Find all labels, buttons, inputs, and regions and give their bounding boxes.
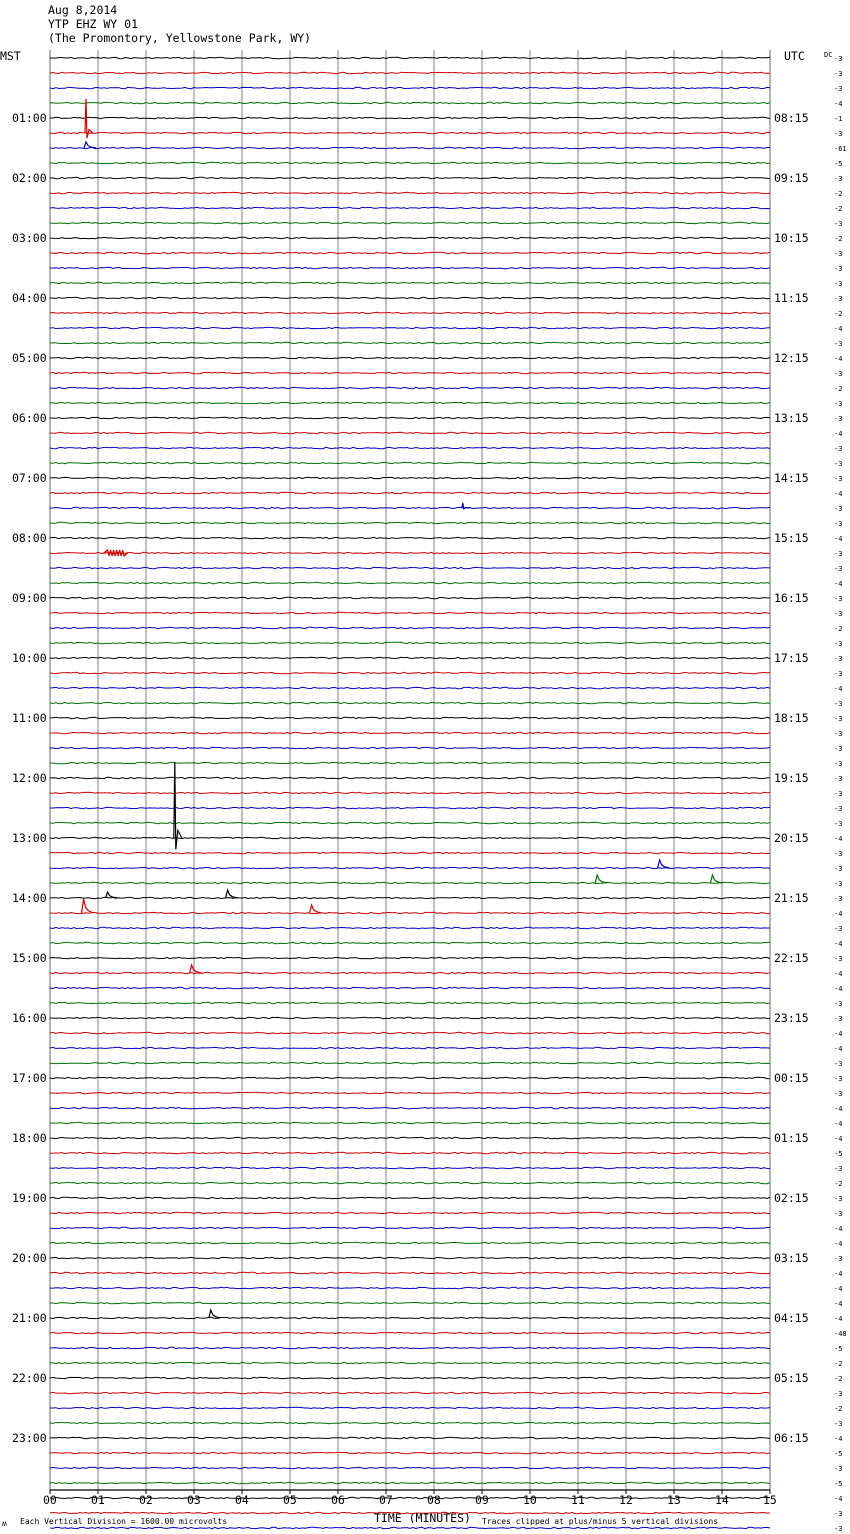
utc-hour-label: 00:15 bbox=[774, 1071, 809, 1085]
trace-row bbox=[50, 1032, 770, 1033]
trace-row bbox=[50, 117, 770, 118]
dc-offset-label: -4 bbox=[834, 490, 843, 498]
trace-row bbox=[50, 312, 770, 313]
trace-row bbox=[50, 1182, 770, 1183]
utc-hour-label: 03:15 bbox=[774, 1251, 809, 1265]
trace-row bbox=[50, 402, 770, 403]
x-tick-label: 14 bbox=[715, 1493, 729, 1507]
dc-offset-label: -3 bbox=[834, 1390, 843, 1398]
trace-row bbox=[50, 942, 770, 943]
mst-hour-label: 17:00 bbox=[12, 1071, 47, 1085]
station-location: (The Promontory, Yellowstone Park, WY) bbox=[48, 31, 312, 45]
dc-offset-label: -3 bbox=[834, 775, 843, 783]
trace-row bbox=[50, 357, 770, 358]
mst-hour-label: 06:00 bbox=[12, 411, 47, 425]
trace-row bbox=[50, 1497, 770, 1498]
dc-offset-label: -5 bbox=[834, 1480, 843, 1488]
dc-offset-label: -4 bbox=[834, 1435, 843, 1443]
dc-offset-label: -3 bbox=[834, 850, 843, 858]
x-tick-label: 13 bbox=[667, 1493, 681, 1507]
trace-row bbox=[50, 1017, 770, 1018]
trace-row bbox=[50, 1107, 770, 1108]
dc-offset-label: -5 bbox=[834, 1345, 843, 1353]
trace-row bbox=[50, 657, 770, 658]
corner-mark: ʍ bbox=[2, 1519, 7, 1528]
trace-row bbox=[50, 432, 770, 433]
trace-row bbox=[50, 1452, 770, 1453]
dc-offset-label: -4 bbox=[834, 1495, 843, 1503]
trace-row bbox=[50, 1272, 770, 1273]
dc-offset-label: -3 bbox=[834, 1210, 843, 1218]
utc-hour-label: 06:15 bbox=[774, 1431, 809, 1445]
event-signal bbox=[84, 142, 96, 148]
event-signal bbox=[226, 890, 238, 898]
dc-offset-label: -4 bbox=[834, 1285, 843, 1293]
trace-row bbox=[50, 522, 770, 523]
dc-offset-label: -5 bbox=[834, 1150, 843, 1158]
scale-note: Each Vertical Division = 1600.00 microvolts bbox=[20, 1517, 228, 1526]
dc-offset-label: -3 bbox=[834, 610, 843, 618]
station-code: YTP EHZ WY 01 bbox=[48, 17, 139, 31]
trace-row bbox=[50, 252, 770, 253]
utc-hour-label: 10:15 bbox=[774, 231, 809, 245]
trace-row bbox=[50, 147, 770, 148]
mst-hour-label: 04:00 bbox=[12, 291, 47, 305]
dc-offset-label: -4 bbox=[834, 535, 843, 543]
dc-offset-label: -2 bbox=[834, 235, 843, 243]
trace-row bbox=[50, 57, 770, 58]
trace-row bbox=[50, 612, 770, 613]
dc-offset-label: -3 bbox=[834, 370, 843, 378]
dc-offset-label: -3 bbox=[834, 925, 843, 933]
trace-row bbox=[50, 717, 770, 718]
trace-row bbox=[50, 1347, 770, 1348]
event-signal bbox=[310, 905, 322, 913]
dc-offset-label: -3 bbox=[834, 460, 843, 468]
x-tick-label: 06 bbox=[331, 1493, 345, 1507]
dc-offset-label: -3 bbox=[834, 730, 843, 738]
mst-hour-label: 08:00 bbox=[12, 531, 47, 545]
utc-hour-label: 09:15 bbox=[774, 171, 809, 185]
trace-row bbox=[50, 237, 770, 238]
trace-row bbox=[50, 582, 770, 583]
dc-offset-label: -3 bbox=[834, 220, 843, 228]
utc-hour-label: 13:15 bbox=[774, 411, 809, 425]
utc-hour-label: 15:15 bbox=[774, 531, 809, 545]
event-signal bbox=[174, 762, 182, 849]
trace-row bbox=[50, 297, 770, 298]
dc-offset-label: -3 bbox=[834, 655, 843, 663]
dc-offset-label: -3 bbox=[834, 1525, 843, 1533]
mst-hour-label: 23:00 bbox=[12, 1431, 47, 1445]
utc-hour-label: 01:15 bbox=[774, 1131, 809, 1145]
trace-row bbox=[50, 1482, 770, 1483]
trace-row bbox=[50, 567, 770, 568]
trace-row bbox=[50, 882, 770, 883]
trace-row bbox=[50, 177, 770, 178]
trace-row bbox=[50, 462, 770, 463]
trace-row bbox=[50, 372, 770, 373]
trace-row bbox=[50, 897, 770, 898]
trace-row bbox=[50, 837, 770, 838]
dc-offset-label: -3 bbox=[834, 1165, 843, 1173]
event-signal bbox=[106, 892, 118, 898]
utc-hour-label: 02:15 bbox=[774, 1191, 809, 1205]
trace-row bbox=[50, 1257, 770, 1258]
trace-row bbox=[50, 672, 770, 673]
dc-offset-label: -3 bbox=[834, 760, 843, 768]
x-tick-label: 12 bbox=[619, 1493, 633, 1507]
grid bbox=[50, 50, 770, 1490]
trace-row bbox=[50, 927, 770, 928]
dc-offset-label: -3 bbox=[834, 85, 843, 93]
utc-hour-label: 17:15 bbox=[774, 651, 809, 665]
dc-offset-label: -4 bbox=[834, 1300, 843, 1308]
dc-offset-label: -2 bbox=[834, 1180, 843, 1188]
dc-offset-label: -4 bbox=[834, 1225, 843, 1233]
event-signal bbox=[595, 875, 607, 883]
trace-row bbox=[50, 192, 770, 193]
dc-offset-label: -3 bbox=[834, 1015, 843, 1023]
trace-row bbox=[50, 747, 770, 748]
dc-header-label: DC bbox=[824, 51, 833, 59]
right-timezone-label: UTC bbox=[784, 49, 805, 63]
dc-offset-label: -4 bbox=[834, 985, 843, 993]
x-tick-label: 05 bbox=[283, 1493, 297, 1507]
dc-offset-label: -4 bbox=[834, 580, 843, 588]
mst-hour-label: 11:00 bbox=[12, 711, 47, 725]
event-signal bbox=[209, 1310, 221, 1318]
dc-offset-label: -3 bbox=[834, 805, 843, 813]
trace-row bbox=[50, 1407, 770, 1408]
dc-offset-label: -3 bbox=[834, 280, 843, 288]
trace-row bbox=[50, 1002, 770, 1003]
trace-row bbox=[50, 417, 770, 418]
trace-row bbox=[50, 987, 770, 988]
dc-offset-label: -3 bbox=[834, 880, 843, 888]
dc-offset-label: -3 bbox=[834, 550, 843, 558]
trace-row bbox=[50, 1302, 770, 1303]
dc-offset-label: -4 bbox=[834, 685, 843, 693]
utc-hour-label: 04:15 bbox=[774, 1311, 809, 1325]
trace-row bbox=[50, 492, 770, 493]
dc-offset-label: -3 bbox=[834, 265, 843, 273]
x-tick-label: 08 bbox=[427, 1493, 441, 1507]
trace-row bbox=[50, 852, 770, 853]
dc-offset-label: -4 bbox=[834, 1135, 843, 1143]
trace-row bbox=[50, 1197, 770, 1198]
dc-offset-label: -4 bbox=[834, 910, 843, 918]
x-tick-label: 02 bbox=[139, 1493, 153, 1507]
dc-offset-label: -2 bbox=[834, 190, 843, 198]
mst-hour-label: 22:00 bbox=[12, 1371, 47, 1385]
dc-offset-label: -2 bbox=[834, 1405, 843, 1413]
trace-row bbox=[50, 972, 770, 973]
utc-hour-label: 12:15 bbox=[774, 351, 809, 365]
dc-offset-label: -3 bbox=[834, 1000, 843, 1008]
trace-row bbox=[50, 1122, 770, 1123]
trace-row bbox=[50, 1437, 770, 1438]
dc-offset-label: -3 bbox=[834, 715, 843, 723]
x-tick-label: 15 bbox=[763, 1493, 777, 1507]
dc-offset-label: -3 bbox=[834, 1420, 843, 1428]
dc-offset-label: -3 bbox=[834, 895, 843, 903]
trace-row bbox=[50, 642, 770, 643]
event-signal bbox=[710, 875, 722, 883]
trace-row bbox=[50, 72, 770, 73]
dc-offset-label: -3 bbox=[834, 820, 843, 828]
utc-hour-label: 05:15 bbox=[774, 1371, 809, 1385]
trace-row bbox=[50, 1062, 770, 1063]
dc-offset-labels bbox=[834, 55, 847, 1534]
x-axis-title: TIME (MINUTES) bbox=[374, 1511, 471, 1525]
trace-row bbox=[50, 1092, 770, 1093]
dc-offset-label: -3 bbox=[834, 340, 843, 348]
dc-offset-label: -4 bbox=[834, 1030, 843, 1038]
mst-hour-label: 14:00 bbox=[12, 891, 47, 905]
plot-date: Aug 8,2014 bbox=[48, 3, 118, 17]
dc-offset-label: -3 bbox=[834, 790, 843, 798]
trace-row bbox=[50, 1212, 770, 1213]
mst-hour-label: 07:00 bbox=[12, 471, 47, 485]
x-tick-label: 11 bbox=[571, 1493, 585, 1507]
utc-hour-label: 21:15 bbox=[774, 891, 809, 905]
trace-row bbox=[50, 342, 770, 343]
trace-row bbox=[50, 1362, 770, 1363]
trace-row bbox=[50, 777, 770, 778]
dc-offset-label: -5 bbox=[834, 160, 843, 168]
utc-hour-label: 08:15 bbox=[774, 111, 809, 125]
mst-hour-label: 21:00 bbox=[12, 1311, 47, 1325]
dc-offset-label: -3 bbox=[834, 295, 843, 303]
event-signal bbox=[82, 899, 94, 913]
trace-row bbox=[50, 327, 770, 328]
utc-hour-label: 11:15 bbox=[774, 291, 809, 305]
trace-row bbox=[50, 702, 770, 703]
dc-offset-label: -4 bbox=[834, 1240, 843, 1248]
trace-row bbox=[50, 102, 770, 103]
trace-row bbox=[50, 1332, 770, 1333]
left-timezone-label: MST bbox=[0, 49, 21, 63]
trace-row bbox=[50, 957, 770, 958]
trace-row bbox=[50, 132, 770, 133]
dc-offset-label: -4 bbox=[834, 100, 843, 108]
trace-row bbox=[50, 1422, 770, 1423]
trace-row bbox=[50, 1167, 770, 1168]
utc-hour-label: 16:15 bbox=[774, 591, 809, 605]
trace-row bbox=[50, 687, 770, 688]
mst-hour-label: 02:00 bbox=[12, 171, 47, 185]
utc-hour-label: 19:15 bbox=[774, 771, 809, 785]
dc-offset-label: -2 bbox=[834, 205, 843, 213]
dc-offset-label: -3 bbox=[834, 565, 843, 573]
mst-hour-label: 01:00 bbox=[12, 111, 47, 125]
dc-offset-label: -4 bbox=[834, 1045, 843, 1053]
dc-offset-label: -4 bbox=[834, 940, 843, 948]
dc-offset-label: -4 bbox=[834, 1120, 843, 1128]
mst-hour-label: 03:00 bbox=[12, 231, 47, 245]
traces bbox=[50, 57, 770, 1534]
trace-row bbox=[50, 762, 770, 763]
trace-row bbox=[50, 1467, 770, 1468]
mst-hour-label: 20:00 bbox=[12, 1251, 47, 1265]
dc-offset-label: -4 bbox=[834, 430, 843, 438]
dc-offset-label: -4 bbox=[834, 1105, 843, 1113]
mst-hour-label: 18:00 bbox=[12, 1131, 47, 1145]
trace-row bbox=[50, 1137, 770, 1138]
mst-hour-label: 13:00 bbox=[12, 831, 47, 845]
utc-hour-label: 18:15 bbox=[774, 711, 809, 725]
trace-row bbox=[50, 1077, 770, 1078]
dc-offset-label: -4 bbox=[834, 1270, 843, 1278]
trace-row bbox=[50, 447, 770, 448]
dc-offset-label: -3 bbox=[834, 670, 843, 678]
dc-offset-label: -2 bbox=[834, 1375, 843, 1383]
dc-offset-label: -4 bbox=[834, 835, 843, 843]
trace-row bbox=[50, 1227, 770, 1228]
dc-offset-label: -3 bbox=[834, 55, 843, 63]
mst-hour-label: 15:00 bbox=[12, 951, 47, 965]
trace-row bbox=[50, 552, 770, 553]
dc-offset-label: -3 bbox=[834, 520, 843, 528]
trace-row bbox=[50, 1527, 770, 1528]
trace-row bbox=[50, 912, 770, 913]
dc-offset-label: -4 bbox=[834, 970, 843, 978]
event-signal bbox=[658, 860, 670, 868]
dc-offset-label: -3 bbox=[834, 865, 843, 873]
trace-row bbox=[50, 1047, 770, 1048]
dc-offset-label: -3 bbox=[834, 1090, 843, 1098]
dc-offset-label: -3 bbox=[834, 640, 843, 648]
mst-hour-label: 05:00 bbox=[12, 351, 47, 365]
mst-hour-label: 10:00 bbox=[12, 651, 47, 665]
trace-row bbox=[50, 477, 770, 478]
dc-offset-label: -3 bbox=[834, 415, 843, 423]
dc-offset-label: -3 bbox=[834, 595, 843, 603]
mst-hour-label: 09:00 bbox=[12, 591, 47, 605]
dc-offset-label: -3 bbox=[834, 1465, 843, 1473]
x-tick-label: 00 bbox=[43, 1493, 57, 1507]
trace-row bbox=[50, 732, 770, 733]
dc-offset-label: -3 bbox=[834, 475, 843, 483]
trace-row bbox=[50, 282, 770, 283]
trace-row bbox=[50, 1317, 770, 1318]
mst-hour-label: 16:00 bbox=[12, 1011, 47, 1025]
dc-offset-label: -3 bbox=[834, 1255, 843, 1263]
dc-offset-label: -3 bbox=[834, 175, 843, 183]
dc-offset-label: -48 bbox=[834, 1330, 847, 1338]
dc-offset-label: -3 bbox=[834, 1060, 843, 1068]
dc-offset-label: -5 bbox=[834, 1450, 843, 1458]
mst-hour-label: 19:00 bbox=[12, 1191, 47, 1205]
trace-row bbox=[50, 1287, 770, 1288]
trace-row bbox=[50, 87, 770, 88]
dc-offset-label: -2 bbox=[834, 310, 843, 318]
dc-offset-label: -3 bbox=[834, 130, 843, 138]
clip-note: Traces clipped at plus/minus 5 vertical divisions bbox=[482, 1517, 719, 1526]
dc-offset-label: -3 bbox=[834, 70, 843, 78]
dc-offset-label: -3 bbox=[834, 1195, 843, 1203]
dc-offset-label: -3 bbox=[834, 445, 843, 453]
trace-row bbox=[50, 867, 770, 868]
x-tick-label: 10 bbox=[523, 1493, 537, 1507]
dc-offset-label: -3 bbox=[834, 745, 843, 753]
trace-row bbox=[50, 822, 770, 823]
x-tick-label: 09 bbox=[475, 1493, 489, 1507]
trace-row bbox=[50, 387, 770, 388]
trace-row bbox=[50, 807, 770, 808]
x-tick-label: 03 bbox=[187, 1493, 201, 1507]
utc-hour-label: 23:15 bbox=[774, 1011, 809, 1025]
trace-row bbox=[50, 1392, 770, 1393]
dc-offset-label: -1 bbox=[834, 115, 843, 123]
trace-row bbox=[50, 162, 770, 163]
utc-hour-label: 20:15 bbox=[774, 831, 809, 845]
utc-hour-label: 22:15 bbox=[774, 951, 809, 965]
dc-offset-label: -3 bbox=[834, 250, 843, 258]
dc-offset-label: -3 bbox=[834, 700, 843, 708]
dc-offset-label: -4 bbox=[834, 1315, 843, 1323]
trace-row bbox=[50, 267, 770, 268]
event-signal bbox=[190, 965, 202, 973]
trace-row bbox=[50, 207, 770, 208]
trace-row bbox=[50, 1152, 770, 1153]
trace-row bbox=[50, 1242, 770, 1243]
trace-row bbox=[50, 537, 770, 538]
dc-offset-label: -4 bbox=[834, 355, 843, 363]
trace-row bbox=[50, 507, 770, 508]
dc-offset-label: -3 bbox=[834, 1075, 843, 1083]
trace-row bbox=[50, 792, 770, 793]
trace-row bbox=[50, 222, 770, 223]
x-tick-label: 04 bbox=[235, 1493, 249, 1507]
dc-offset-label: -61 bbox=[834, 145, 847, 153]
x-tick-label: 07 bbox=[379, 1493, 393, 1507]
dc-offset-label: -2 bbox=[834, 625, 843, 633]
dc-offset-label: -2 bbox=[834, 1360, 843, 1368]
trace-row bbox=[50, 1377, 770, 1378]
dc-offset-label: -3 bbox=[834, 505, 843, 513]
trace-row bbox=[50, 627, 770, 628]
mst-hour-label: 12:00 bbox=[12, 771, 47, 785]
dc-offset-label: -4 bbox=[834, 325, 843, 333]
dc-offset-label: -2 bbox=[834, 385, 843, 393]
utc-hour-label: 14:15 bbox=[774, 471, 809, 485]
x-tick-label: 01 bbox=[91, 1493, 105, 1507]
dc-offset-label: -3 bbox=[834, 955, 843, 963]
dc-offset-label: -3 bbox=[834, 400, 843, 408]
trace-row bbox=[50, 597, 770, 598]
dc-offset-label: -3 bbox=[834, 1510, 843, 1518]
